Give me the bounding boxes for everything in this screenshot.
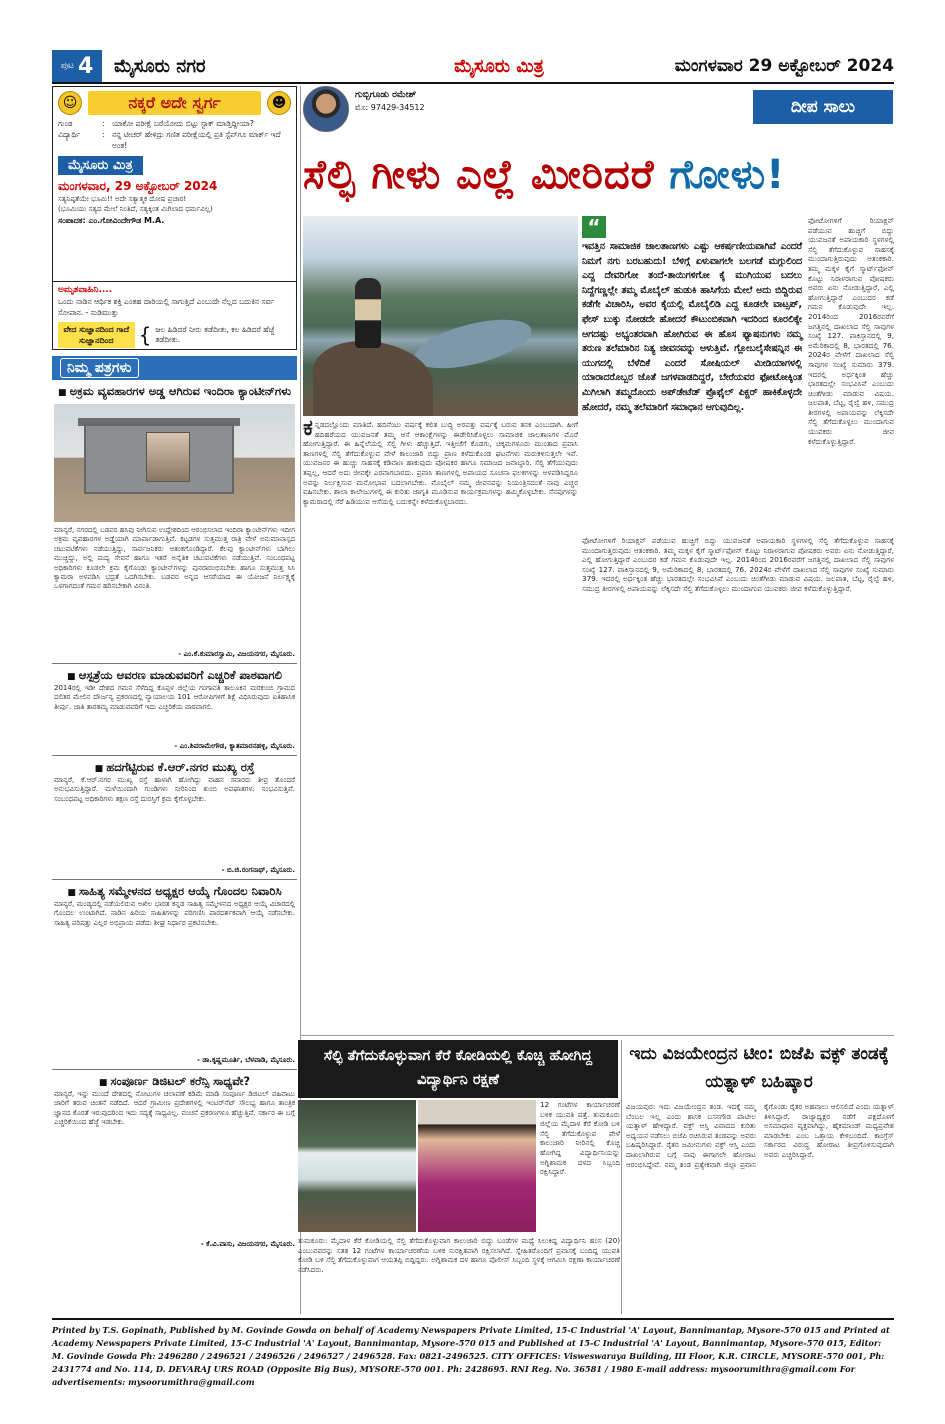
letter-signature: - ಬಿ.ಜಿ.ರಂಗನಾಥ್, ಮೈಸೂರು. — [221, 866, 295, 874]
headline-part: ಸೆಲ್ಫಿ ಗೀಳು ಎಲ್ಲೆ ಮೀರಿದರೆ — [303, 152, 655, 198]
newspaper-brand: ಮೈಸೂರು ಮಿತ್ರ — [454, 55, 544, 77]
canteen-photo — [54, 404, 295, 522]
letters-section-title: ನಿಮ್ಮ ಪತ್ರಗಳು — [60, 358, 139, 378]
page-number: 4 — [77, 53, 94, 79]
letter-item — [52, 880, 297, 1070]
portrait-mural — [146, 432, 190, 482]
brace-glyph: { — [138, 322, 152, 347]
page-label: ಪುಟ — [60, 61, 74, 71]
author-name: ಗುಬ್ಬಿಗೂಡು ರಮೇಶ್ — [355, 90, 417, 100]
letter-body: 2014ರಲ್ಲಿ ಇಡೀ ದೇಶದ ಗಮನ ಸೆಳೆದಿದ್ದ ಕೊಪ್ಪಳ ಜಿಲ್ಲೆಯ ಗಂಗಾವತಿ ತಾಲೂಕಿನ ಮರಕುಂಬಿ ಗ್ರಾಮದ ದಲಿತರ ಮೇಲಿನ ದೌರ್ಜನ್ಯ ಪ್ರಕರಣದಲ್ಲಿ ನ್ಯಾಯಾಲಯ 101 ಆರೋಪಿಗಳಿಗೆ ಶಿಕ್ಷೆ ವಿಧಿಸಿರುವುದು ಐತಿಹಾಸಿಕ ತೀರ್ಪು. ಜಾತಿ ತಾರತಮ್ಯ ಮಾಡುವವರಿಗೆ ಇದು ಎಚ್ಚರಿಕೆಯ ಪಾಠವಾಗಲಿ. — [54, 684, 295, 711]
joke-title: ನಕ್ಕರೆ ಅದೇ ಸ್ವರ್ಗ — [88, 91, 261, 115]
page-header — [52, 50, 894, 84]
pull-quote — [582, 216, 802, 530]
letter-title: ■ ಅಕ್ರಮ ವ್ಯವಹಾರಗಳ ಅಡ್ಡ ಆಗಿರುವ ಇಂದಿರಾ ಕ್ಯಾಂಟೀನ್‌ಗಳು — [54, 384, 295, 400]
joke-speaker: ವಿದ್ಯಾರ್ಥಿ — [58, 130, 81, 139]
letter-body: ಮಾನ್ಯರೆ, ಮಂಡ್ಯದಲ್ಲಿ ನಡೆಯಲಿರುವ ಅಖಿಲ ಭಾರತ ಕನ್ನಡ ಸಾಹಿತ್ಯ ಸಮ್ಮೇಳನದ ಅಧ್ಯಕ್ಷರ ಆಯ್ಕೆ ವಿಚಾರದಲ್ಲಿ ಗೊಂದಲ ಉಂಟಾಗಿದೆ. ನಾಡಿನ ಹಿರಿಯ ಸಾಹಿತಿಗಳನ್ನು ಪರಿಗಣಿಸಿ ಪಾರದರ್ಶಕವಾಗಿ ಆಯ್ಕೆ ನಡೆಸಬೇಕು. ಸಾಹಿತ್ಯ ಪರಿಷತ್ತು ಎಲ್ಲರ ಅಭಿಪ್ರಾಯ ಪಡೆದು ಶೀಘ್ರ ನಿರ್ಧಾರ ಪ್ರಕಟಿಸಬೇಕು. — [54, 900, 295, 927]
letter-signature: - ಡಾ.ಕೃಷ್ಣಮೂರ್ತಿ, ಬೆಳವಾಡಿ, ಮೈಸೂರು. — [197, 1056, 295, 1064]
letter-item — [52, 380, 297, 664]
article-byline-row — [303, 86, 893, 132]
column-name-tag: ದೀಪ ಸಾಲು — [753, 90, 893, 124]
motto-line: ಸತ್ಯನಿಷ್ಠತೆಯೇ ಭೂಮಿ!! ಅದೇ ಸತ್ಯಾತ್ಮಕ ದೋಷ ಪ್ರಚಾರ! — [58, 195, 187, 203]
left-column — [52, 86, 297, 1314]
author-phone: ಮೊ: 97429-34512 — [355, 103, 425, 112]
article-headline — [303, 148, 893, 202]
joke-box — [52, 86, 297, 282]
joke-line: ವಿದ್ಯಾರ್ಥಿ : ನನ್ನ ಟೀಚರ್ ಹೇಳಿದ್ರು ಗಣಿತ ಪರೀಕ್ಷೆಯಲ್ಲಿ ಪ್ರತಿ ಸ್ಟೆಪ್‌ಗೂ ಮಾರ್ಕ್ ಇದೆ ಅಂತ! — [58, 129, 291, 151]
letter-signature: - ಎಂ.ಶಿವರಾಮೇಗೌಡ, ಕ್ಯಾತಮಾರನಹಳ್ಳಿ, ಮೈಸೂರು. — [174, 742, 295, 750]
letter-item — [52, 1070, 297, 1253]
cartoon-face-icon: ☻ — [267, 91, 291, 115]
joke-line: ಗುಂಡ : ಯಾಕೋ ಪರೀಕ್ಷೆ ಬರೆಯೋದು ಬಿಟ್ಟು ಸ್ಟಾಕ್ ಮಾಡ್ತಿದ್ದೀಯಾ? — [58, 118, 291, 129]
article-column-left: ಕನ್ನಡದಲ್ಲೊಂದು ಮಾತಿದೆ. ಹದಿನೆಂಟು ವರ್ಷಕ್ಕೆ ಕಲಿತ ಬುದ್ಧಿ ಅರವತ್ತು ವರ್ಷಕ್ಕೆ ಬರುವ ತನಕ ಎಂಬುದಾಗಿ. ಹೀಗೆ ಹದಿಹರೆಯದ ಯುವಜನತೆ ತಮ್ಮ ಆಸೆ ಆಕಾಂಕ್ಷೆಗಳನ್ನು ಈಡೇರಿಸಿಕೊಳ್ಳಲು ಸಾಮಾಜಿಕ ಜಾಲತಾಣಗಳ ಮೊರೆ ಹೋಗುತ್ತಿದ್ದಾರೆ. ಈ ಹಿನ್ನೆಲೆಯಲ್ಲಿ ಸೆಲ್ಫಿ ಗೀಳು ಹೆಚ್ಚುತ್ತಿದೆ. ಇತ್ತೀಚೆಗೆ ಕೊಡಗು, ಚಿಕ್ಕಮಗಳೂರು ಮುಂತಾದ ಪ್ರವಾಸಿ ತಾಣಗಳಲ್ಲಿ ಸೆಲ್ಫಿ ತೆಗೆದುಕೊಳ್ಳುವ ವೇಳೆ ಕಾಲುಜಾರಿ ಬಿದ್ದು ಪ್ರಾಣ ಕಳೆದುಕೊಂಡ ಘಟನೆಗಳು ಮರುಕಳಿಸುತ್ತಲೇ ಇವೆ. ಯುವಜನರ ಈ ಹುಚ್ಚು ಸಾಹಸಕ್ಕೆ ಕಡಿವಾಣ ಹಾಕುವುದು ಪೋಷಕರ ಹಾಗೂ ಸಮಾಜದ ಜವಾಬ್ದಾರಿ. ಸೆಲ್ಫಿ ತೆಗೆಯುವುದು ತಪ್ಪಲ್ಲ, ಆದರೆ ಅದು ಜೀವಕ್ಕೇ ಎರವಾಗಬಾರದು. ಪ್ರವಾಸಿ ತಾಣಗಳಲ್ಲಿ ಅಪಾಯದ ಸೂಚನಾ ಫಲಕಗಳನ್ನು ಅಳವಡಿಸಿದ್ದರೂ ಅವನ್ನು ನಿರ್ಲಕ್ಷಿಸುವ ಮನೋಭಾವ ಬದಲಾಗಬೇಕು. ಮೊಬೈಲ್ ನಮ್ಮ ಜೀವನವನ್ನು ನಿಯಂತ್ರಿಸದಂತೆ ನಾವು ಎಚ್ಚರ ವಹಿಸಬೇಕು. ಶಾಲಾ ಕಾಲೇಜುಗಳಲ್ಲಿ ಈ ಕುರಿತು ಜಾಗೃತಿ ಮೂಡಿಸುವ ಕಾರ್ಯಕ್ರಮಗಳನ್ನು ಹಮ್ಮಿಕೊಳ್ಳಬೇಕು. ನೆನಪುಗಳನ್ನು ಕ್ಯಾಮರಾದಲ್ಲಿ ಸೆರೆ ಹಿಡಿಯುವ ಆಸೆಯಲ್ಲಿ ಬದುಕನ್ನೇ ಕಳೆದುಕೊಳ್ಳಬಾರದು. — [303, 420, 578, 506]
rescue-story-body: ತುಮಕೂರು: ಮೈದಾಳ ಕೆರೆ ಕೋಡಿಯಲ್ಲಿ ಸೆಲ್ಫಿ ತೆಗೆದುಕೊಳ್ಳುವಾಗ ಕಾಲುಜಾರಿ ಬಿದ್ದು ಬಂಡೆಗಳ ಮಧ್ಯೆ ಸಿಲುಕಿದ್ದ ವಿದ್ಯಾರ್ಥಿನಿ ಹಂಸ (20) ಎಂಬುವವರನ್ನು ಸತತ 12 ಗಂಟೆಗಳ ಕಾರ್ಯಾಚರಣೆಯ ಬಳಿಕ ಸುರಕ್ಷಿತವಾಗಿ ರಕ್ಷಿಸಲಾಗಿದೆ. ಸ್ನೇಹಿತರೊಂದಿಗೆ ಪ್ರವಾಸಕ್ಕೆ ಬಂದಿದ್ದ ಯುವತಿ ಕೋಡಿ ಬಳಿ ಸೆಲ್ಫಿ ತೆಗೆದುಕೊಳ್ಳುವಾಗ ಆಯತಪ್ಪಿ ಬಿದ್ದಿದ್ದರು. ಅಗ್ನಿಶಾಮಕ ದಳ ಹಾಗೂ ಪೊಲೀಸ್ ಸಿಬ್ಬಂದಿ ಸ್ಥಳಕ್ಕೆ ಆಗಮಿಸಿ ರಕ್ಷಣಾ ಕಾರ್ಯಾಚರಣೆ ನಡೆಸಿದರು. — [298, 1236, 620, 1274]
joke-text: ನನ್ನ ಟೀಚರ್ ಹೇಳಿದ್ರು ಗಣಿತ ಪರೀಕ್ಷೆಯಲ್ಲಿ ಪ್ರತಿ ಸ್ಟೆಪ್‌ಗೂ ಮಾರ್ಕ್ ಇದೆ ಅಂತ! — [112, 130, 281, 150]
author-photo — [303, 86, 349, 132]
masthead-mini-brand: ಮೈಸೂರು ಮಿತ್ರ — [58, 156, 143, 175]
article-column-right-top: ಫೋಟೋಗಳಿಗೆ ರಿಯಾಕ್ಷನ್ ಪಡೆಯುವ ಹುಚ್ಚಿಗೆ ಬಿದ್ದು ಯುವಜನತೆ ಅಪಾಯಕಾರಿ ಸ್ಥಳಗಳಲ್ಲಿ ಸೆಲ್ಫಿ ತೆಗೆದುಕೊಳ್ಳುವ ಸಾಹಸಕ್ಕೆ ಮುಂದಾಗುತ್ತಿರುವುದು ಆತಂಕಕಾರಿ. ತಮ್ಮ ಮಕ್ಕಳ ಕೈಗೆ ಸ್ಮಾರ್ಟ್‌ಫೋನ್ ಕೊಟ್ಟು ನಿರಾಳರಾಗುವ ಪೋಷಕರು ಅವರು ಏನು ನೋಡುತ್ತಿದ್ದಾರೆ, ಎಲ್ಲಿ ಹೋಗುತ್ತಿದ್ದಾರೆ ಎಂಬುದರ ಕಡೆ ಗಮನ ಕೊಡುವುದೇ ಇಲ್ಲ. 2014ರಿಂದ 2016ರವರೆಗೆ ಜಗತ್ತಿನಲ್ಲಿ ದಾಖಲಾದ ಸೆಲ್ಫಿ ಸಾವುಗಳ ಸಂಖ್ಯೆ 127. ಪಾಕಿಸ್ತಾನದಲ್ಲಿ 9, ಅಮೆರಿಕಾದಲ್ಲಿ 8, ಭಾರತದಲ್ಲಿ 76. 2024ರ ವೇಳೆಗೆ ದಾಖಲಾದ ಸೆಲ್ಫಿ ಸಾವುಗಳ ಸಂಖ್ಯೆ ಸುಮಾರು 379. ಇದರಲ್ಲಿ ಅರ್ಧಕ್ಕಿಂತ ಹೆಚ್ಚು ಭಾರತದಲ್ಲೇ ಸಂಭವಿಸಿವೆ ಎಂಬುದು ಚಿಂತೆಗೀಡು ಮಾಡುವ ವಿಷಯ. ಜಲಪಾತ, ಬೆಟ್ಟ, ರೈಲ್ವೆ ಹಳಿ, ಸಮುದ್ರ ತೀರಗಳಲ್ಲಿ ಅಪಾಯವನ್ನು ಲೆಕ್ಕಿಸದೇ ಸೆಲ್ಫಿ ತೆಗೆದುಕೊಳ್ಳಲು ಮುಂದಾಗುವ ಯುವಕರು ಜೀವ ಕಳೆದುಕೊಳ್ಳುತ್ತಿದ್ದಾರೆ. — [808, 216, 894, 446]
waterfall-photo — [298, 1100, 416, 1232]
politics-story-headline: ಇದು ವಿಜಯೇಂದ್ರನ ಟೀಂ: ಬಿಜೆಪಿ ವಕ್ಫ್ ತಂಡಕ್ಕೆ ಯತ್ನಾಳ್ ಬಹಿಷ್ಕಾರ — [629, 1044, 889, 1092]
edition-date: ಮಂಗಳವಾರ, 29 ಅಕ್ಟೋಬರ್ 2024 — [58, 179, 218, 193]
letter-title: ■ ಸಾಹಿತ್ಯ ಸಮ್ಮೇಳನದ ಅಧ್ಯಕ್ಷರ ಆಯ್ಕೆ ಗೊಂದಲ ನಿವಾರಿಸಿ — [54, 884, 295, 900]
joke-speaker: ಗುಂಡ — [58, 119, 73, 128]
motto-line: (ಭೂಮಿಯು ಸತ್ಯದ ಮೇಲೆ ನಿಂತಿದೆ, ಸತ್ಯಕ್ಕಿಂತ ಮಿಗಿಲಾದ ಧರ್ಮವಿಲ್ಲ) — [58, 205, 213, 213]
letter-title: ■ ಹದಗೆಟ್ಟಿರುವ ಕೆ.ಆರ್.ನಗರ ಮುಖ್ಯ ರಸ್ತೆ — [54, 760, 295, 776]
letter-title: ■ ಆಸ್ಪತ್ರೆಯ ಆವರಣ ಮಾಡುವವರಿಗೆ ಎಚ್ಚರಿಕೆ ಪಾಠವಾಗಲಿ — [54, 668, 295, 684]
proverb-text: ಜಲ ಹಿಡಿದರೆ ನೀರು ತಡೆದೀತು, ಕಲ ಹಿಡಿದರೆ ಹೆಜ್ಜೆ ತಡೆದೀತು. — [155, 325, 275, 344]
editor-credit: ಸಂಪಾದಕ: ಎಂ.ಗೋವಿಂದೇಗೌಡ M.A. — [58, 216, 165, 225]
pull-quote-text: ಇವತ್ತಿನ ಸಾಮಾಜಿಕ ಜಾಲತಾಣಗಳು ಎಷ್ಟು ಆಕರ್ಷಣೀಯವಾಗಿವೆ ಎಂದರೆ ನಿಮಗೆ ನಗು ಬರಬಹುದು! ಬೆಳಿಗ್ಗೆ ಏಳುವಾಗಲೇ ಬಲಗಡೆ ಮಗ್ಗುಲಿಂದ ಎದ್ದ ದೇವರಿಗೋ ತಂದೆ-ತಾಯಿಗಳಿಗೋ ಕೈ ಮುಗಿಯುವ ಬದಲು ನಿದ್ದೆಗಣ್ಣಲ್ಲೇ ತಮ್ಮ ಮೊಬೈಲ್ ಹುಡುಕಿ ಹಾಸಿಗೆಯ ಮೇಲೆ ಅದು ಬಿದ್ದಿರುವ ಕಡೆಗೇ ವಿಚಾರಿಸಿ, ಅವರ ಕೈಯಲ್ಲಿ ಮೊಬೈಲಿಡಿ ಎದ್ದ ಕೂಡಲೇ ವಾಟ್ಸಪ್, ಫೇಸ್ ಬುಕ್ಕು ನೋಡದೇ ಹೋದರೆ ಕೌಟುಂಬಿಕವಾಗಿ ಇದರಿಂದ ಕೂರಲಿಕ್ಕೇ ಆಗದಷ್ಟು ಅಭ್ಯಂತರವಾಗಿ ಹೋಗಿರುವ ಈ ಹೊಸ ಫ್ಯಾಷನುಗಳು ನಮ್ಮ ತರುಣ ತಲೆಮಾರಿನ ನಿತ್ಯ ಜೀವನವನ್ನು ಆಳುತ್ತಿವೆ. ಗ್ಲೋಬಲೈಸೇಷನ್ನಿನ ಈ ಯುಗದಲ್ಲಿ ಬೆಳೆದಿಕೆ ಎಂದರೆ ಸೋಷಿಯಲ್ ಮೀಡಿಯಾಗಳಲ್ಲಿ ಯಾರಾದರೊಬ್ಬರ ಜೊತೆ ಜಗಳವಾಡದಿದ್ದರೆ, ಬೇರೆಯವರ ಫೋಟೋಕ್ಕಿಂತ ಮಿಗಿಲಾಗಿ ತಮ್ಮದೊಂದು ಅಪ್‌ಡೇಟೆಡ್ ಪ್ರೊಫೈಲ್ ಪಿಕ್ಚರ್ ಹಾಕಿಕೊಳ್ಳದೇ ಹೋದರೆ, ನಮ್ಮ ತಲೆಮಾರಿಗೆ ಸಮಾಧಾನ ಆಗುವುದಿಲ್ಲ. — [582, 241, 802, 413]
quote-box-text: ಒಂದು ನಾಡಿನ ಆರ್ಥಿಕ ಶಕ್ತಿ ಎಂತಹ ದಾರಿಯಲ್ಲಿ ಸಾಗುತ್ತಿದೆ ಎಂಬುದೇ ನೆಲ್ಲದ ಬದುಕಿನ ಸರ್ವ ಸೋಪಾನ. - ನುಡಿಮುತ್ತು — [58, 297, 275, 317]
imprint-footer: Printed by T.S. Gopinath, Published by M. Govinde Gowda on behalf of Academy Newspapers Private Limited, 15-C Industrial 'A' Layout, Bannimantap, Mysore-570 015 and Printed at Academy Newspapers Private Limited, 15-C Industrial 'A' Layout, Bannimantap, Mysore-570 015 and Published at 15-C Industrial 'A' Layout, Bannimantap, Mysore-570 015, Editor: M. Govinde Gowda Ph: 2496280 / 2496521 / 2496526 / 2496527 / 2496528. Fax: 0821-2496525. CITY OFFICES: Visweswaraya Building, III Floor, K.R. CIRCLE, MYSORE-570 001, Ph: 2431774 and No. 114, D. DEVARAJ URS ROAD (Opposite Big Bus), MYSORE-570 001. Ph: 2428695. RNI Reg. No. 36581 / 1980 E-mail address: mysoorumithra@gmail.com For advertisements: mysoorumithra@gmail.com — [52, 1318, 894, 1380]
quote-of-day-box — [52, 282, 297, 350]
quote-box-title: ಅಮೃತವಾಹಿನಿ.... — [58, 285, 113, 295]
proverb-tag: ವೇದ ಸುಜ್ಞಾನದಿಂದ ಗಾದೆ ಸುಜ್ಞಾನದಿಂದ — [58, 322, 135, 348]
letters-section-header — [52, 356, 297, 380]
rescue-story-side-text: 12 ಗಂಟೆಗಳ ಕಾರ್ಯಾಚರಣೆ ಬಳಿಕ ಯುವತಿ ಪತ್ತೆ. ತುಮಕೂರು ಜಿಲ್ಲೆಯ ಮೈದಾಳ ಕೆರೆ ಕೋಡಿ ಬಳಿ ಸೆಲ್ಫಿ ತೆಗೆದುಕೊಳ್ಳುವ ವೇಳೆ ಕಾಲುಜಾರಿ ನೀರಿನಲ್ಲಿ ಕೊಚ್ಚಿ ಹೋಗಿದ್ದ ವಿದ್ಯಾರ್ಥಿನಿಯನ್ನು ಅಗ್ನಿಶಾಮಕ ದಳದ ಸಿಬ್ಬಂದಿ ರಕ್ಷಿಸಿದ್ದಾರೆ. — [540, 1100, 620, 1177]
student-portrait-photo — [418, 1100, 536, 1232]
article-column-right: ಫೋಟೋಗಳಿಗೆ ರಿಯಾಕ್ಷನ್ ಪಡೆಯುವ ಹುಚ್ಚಿಗೆ ಬಿದ್ದು ಯುವಜನತೆ ಅಪಾಯಕಾರಿ ಸ್ಥಳಗಳಲ್ಲಿ ಸೆಲ್ಫಿ ತೆಗೆದುಕೊಳ್ಳುವ ಸಾಹಸಕ್ಕೆ ಮುಂದಾಗುತ್ತಿರುವುದು ಆತಂಕಕಾರಿ. ತಮ್ಮ ಮಕ್ಕಳ ಕೈಗೆ ಸ್ಮಾರ್ಟ್‌ಫೋನ್ ಕೊಟ್ಟು ನಿರಾಳರಾಗುವ ಪೋಷಕರು ಅವರು ಏನು ನೋಡುತ್ತಿದ್ದಾರೆ, ಎಲ್ಲಿ ಹೋಗುತ್ತಿದ್ದಾರೆ ಎಂಬುದರ ಕಡೆ ಗಮನ ಕೊಡುವುದೇ ಇಲ್ಲ. 2014ರಿಂದ 2016ರವರೆಗೆ ಜಗತ್ತಿನಲ್ಲಿ ದಾಖಲಾದ ಸೆಲ್ಫಿ ಸಾವುಗಳ ಸಂಖ್ಯೆ 127. ಪಾಕಿಸ್ತಾನದಲ್ಲಿ 9, ಅಮೆರಿಕಾದಲ್ಲಿ 8, ಭಾರತದಲ್ಲಿ 76. 2024ರ ವೇಳೆಗೆ ದಾಖಲಾದ ಸೆಲ್ಫಿ ಸಾವುಗಳ ಸಂಖ್ಯೆ ಸುಮಾರು 379. ಇದರಲ್ಲಿ ಅರ್ಧಕ್ಕಿಂತ ಹೆಚ್ಚು ಭಾರತದಲ್ಲೇ ಸಂಭವಿಸಿವೆ ಎಂಬುದು ಚಿಂತೆಗೀಡು ಮಾಡುವ ವಿಷಯ. ಜಲಪಾತ, ಬೆಟ್ಟ, ರೈಲ್ವೆ ಹಳಿ, ಸಮುದ್ರ ತೀರಗಳಲ್ಲಿ ಅಪಾಯವನ್ನು ಲೆಕ್ಕಿಸದೇ ಸೆಲ್ಫಿ ತೆಗೆದುಕೊಳ್ಳಲು ಮುಂದಾಗುವ ಯುವಕರು ಜೀವ ಕಳೆದುಕೊಳ್ಳುತ್ತಿದ್ದಾರೆ. — [582, 536, 894, 593]
person-taking-selfie — [355, 278, 381, 348]
quote-mark-icon: “ — [582, 216, 606, 238]
letter-title: ■ ಸಂಪೂರ್ಣ ಡಿಜಿಟಲ್ ಕರೆನ್ಸಿ ಸಾಧ್ಯವೇ? — [54, 1074, 295, 1090]
page-number-tag — [52, 50, 102, 82]
headline-emphasis: ಗೋಳು! — [669, 152, 786, 198]
letter-body: ಮಾನ್ಯರೆ, ನಗರದಲ್ಲಿ ಬಡವರ ಹಸಿವು ನೀಗಿಸುವ ಉದ್ದೇಶದಿಂದ ಆರಂಭಿಸಲಾದ ಇಂದಿರಾ ಕ್ಯಾಂಟೀನ್‌ಗಳು ಇದೀಗ ಅಕ್ರಮ ವ್ಯವಹಾರಗಳ ಅಡ್ಡೆಯಾಗಿ ಮಾರ್ಪಾಡಾಗುತ್ತಿವೆ. ಕಟ್ಟಡಗಳ ಸುತ್ತಮುತ್ತ ರಾತ್ರಿ ವೇಳೆ ಅನುಮಾನಾಸ್ಪದ ಚಟುವಟಿಕೆಗಳು ನಡೆಯುತ್ತಿದ್ದು, ಸಾರ್ವಜನಿಕರು ಆತಂಕಗೊಂಡಿದ್ದಾರೆ. ಕೆಲವು ಕ್ಯಾಂಟೀನ್‌ಗಳು ಬಾಗಿಲು ಮುಚ್ಚಿದ್ದು, ಅಲ್ಲಿ ಮದ್ಯ ಸೇವನೆ ಹಾಗೂ ಇತರೆ ಅನೈತಿಕ ಚಟುವಟಿಕೆಗಳು ನಡೆಯುತ್ತಿವೆ. ಸಂಬಂಧಪಟ್ಟ ಅಧಿಕಾರಿಗಳು ಕೂಡಲೇ ಕ್ರಮ ಕೈಗೊಂಡು ಕ್ಯಾಂಟೀನ್‌ಗಳನ್ನು ಪುನರಾರಂಭಿಸಬೇಕು ಹಾಗೂ ಸುತ್ತಮುತ್ತ ಸಿಸಿ ಕ್ಯಾಮರಾ ಅಳವಡಿಸಿ ಭದ್ರತೆ ಒದಗಿಸಬೇಕು. ಬಡವರ ಅನ್ನದ ಆಸರೆಯಾದ ಈ ಯೋಜನೆ ನಿರ್ಲಕ್ಷ್ಯಕ್ಕೆ ಒಳಗಾಗದಂತೆ ಗಮನ ಹರಿಸಬೇಕಾಗಿ ವಿನಂತಿ. — [54, 526, 295, 591]
author-block — [303, 86, 633, 132]
letter-body: ಮಾನ್ಯರೆ, ಇನ್ನು ಮುಂದೆ ದೇಶದಲ್ಲಿ ನೋಟುಗಳ ಚಲಾವಣೆ ಕಡಿಮೆ ಮಾಡಿ ಸಂಪೂರ್ಣ ಡಿಜಿಟಲ್ ವಹಿವಾಟು ಜಾರಿಗೆ ತರುವ ಚಿಂತನೆ ನಡೆದಿದೆ. ಆದರೆ ಗ್ರಾಮೀಣ ಪ್ರದೇಶಗಳಲ್ಲಿ ಇಂಟರ್‌ನೆಟ್ ಸೌಲಭ್ಯ ಹಾಗೂ ತಾಂತ್ರಿಕ ಜ್ಞಾನದ ಕೊರತೆ ಇರುವುದರಿಂದ ಇದು ಸದ್ಯಕ್ಕೆ ಸಾಧ್ಯವಿಲ್ಲ. ವಂಚನೆ ಪ್ರಕರಣಗಳೂ ಹೆಚ್ಚುತ್ತಿವೆ. ಸರ್ಕಾರ ಈ ಬಗ್ಗೆ ಎಚ್ಚರಿಕೆಯಿಂದ ಹೆಜ್ಜೆ ಇಡಬೇಕು. — [54, 1090, 295, 1127]
joke-text: ಯಾಕೋ ಪರೀಕ್ಷೆ ಬರೆಯೋದು ಬಿಟ್ಟು ಸ್ಟಾಕ್ ಮಾಡ್ತಿದ್ದೀಯಾ? — [112, 119, 254, 128]
letter-signature: - ಎಂ.ಕೆ.ಕುಮಾರಸ್ವಾಮಿ, ವಿಜಯನಗರ, ಮೈಸೂರು. — [178, 650, 295, 658]
letter-item — [52, 664, 297, 756]
selfie-cliff-photo — [303, 216, 578, 416]
politics-story-body: ವಿಜಯಪುರ: ಇದು ವಿಜಯೇಂದ್ರನ ತಂಡ. ಇದಕ್ಕೆ ನಮ್ಮ ಬೆಂಬಲ ಇಲ್ಲ ಎಂದು ಶಾಸಕ ಬಸನಗೌಡ ಪಾಟೀಲ ಯತ್ನಾಳ್ ಹೇಳಿದ್ದಾರೆ. ವಕ್ಫ್ ಆಸ್ತಿ ವಿವಾದದ ಕುರಿತು ಅಧ್ಯಯನ ನಡೆಸಲು ಬಿಜೆಪಿ ರಚಿಸಿರುವ ತಂಡವನ್ನು ಅವರು ಬಹಿಷ್ಕರಿಸಿದ್ದಾರೆ. ರೈತರ ಜಮೀನುಗಳು ವಕ್ಫ್ ಆಸ್ತಿ ಎಂದು ದಾಖಲಾಗಿರುವ ಬಗ್ಗೆ ನಾವು ಈಗಾಗಲೇ ಹೋರಾಟ ಆರಂಭಿಸಿದ್ದೇವೆ. ನಮ್ಮ ತಂಡ ಪ್ರತ್ಯೇಕವಾಗಿ ಜಿಲ್ಲಾ ಪ್ರವಾಸ ಕೈಗೊಂಡು ರೈತರ ಅಹವಾಲು ಆಲಿಸಲಿದೆ ಎಂದು ಯತ್ನಾಳ್ ತಿಳಿಸಿದ್ದಾರೆ. ರಾಜ್ಯಾಧ್ಯಕ್ಷರ ನಡೆಗೆ ಪಕ್ಷದೊಳಗೆ ಅಸಮಾಧಾನ ವ್ಯಕ್ತವಾಗಿದ್ದು, ಹೈಕಮಾಂಡ್ ಮಧ್ಯಪ್ರವೇಶ ಮಾಡಬೇಕು ಎಂಬ ಒತ್ತಾಯ ಕೇಳಿಬಂದಿದೆ. ಕಾಂಗ್ರೆಸ್ ಸರ್ಕಾರದ ವಿರುದ್ಧ ಹೋರಾಟ ತೀವ್ರಗೊಳಿಸುವುದಾಗಿ ಅವರು ಎಚ್ಚರಿಸಿದ್ದಾರೆ. — [626, 1102, 894, 1169]
laughing-face-icon: ☺ — [58, 91, 82, 115]
rescue-story-headline: ಸೆಲ್ಫಿ ತೆಗೆದುಕೊಳ್ಳುವಾಗ ಕೆರೆ ಕೋಡಿಯಲ್ಲಿ ಕೊಚ್ಚಿ ಹೋಗಿದ್ದ ವಿದ್ಯಾರ್ಥಿನಿ ರಕ್ಷಣೆ — [298, 1040, 618, 1098]
letter-item — [52, 756, 297, 880]
letter-body: ಮಾನ್ಯರೆ, ಕೆ.ಆರ್.ನಗರ ಮುಖ್ಯ ರಸ್ತೆ ಹಾಳಾಗಿ ಹೋಗಿದ್ದು ವಾಹನ ಸವಾರರು ತೀವ್ರ ತೊಂದರೆ ಅನುಭವಿಸುತ್ತಿದ್ದಾರೆ. ಮಳೆಯಿಂದಾಗಿ ಗುಂಡಿಗಳು ನೀರಿನಿಂದ ತುಂಬಿ ಅಪಘಾತಗಳು ಸಂಭವಿಸುತ್ತಿವೆ. ಸಂಬಂಧಪಟ್ಟ ಅಧಿಕಾರಿಗಳು ತಕ್ಷಣ ರಸ್ತೆ ದುರಸ್ತಿಗೆ ಕ್ರಮ ಕೈಗೊಳ್ಳಬೇಕು. — [54, 776, 295, 803]
joke-title-row — [58, 91, 291, 115]
proverb-row — [58, 322, 291, 348]
letter-signature: - ಕೆ.ವಿ.ವಾಸು, ವಿಜಯನಗರ, ಮೈಸೂರು. — [200, 1240, 295, 1248]
section-name: ಮೈಸೂರು ನಗರ — [114, 55, 206, 77]
header-date: ಮಂಗಳವಾರ 29 ಅಕ್ಟೋಬರ್ 2024 — [674, 56, 894, 76]
